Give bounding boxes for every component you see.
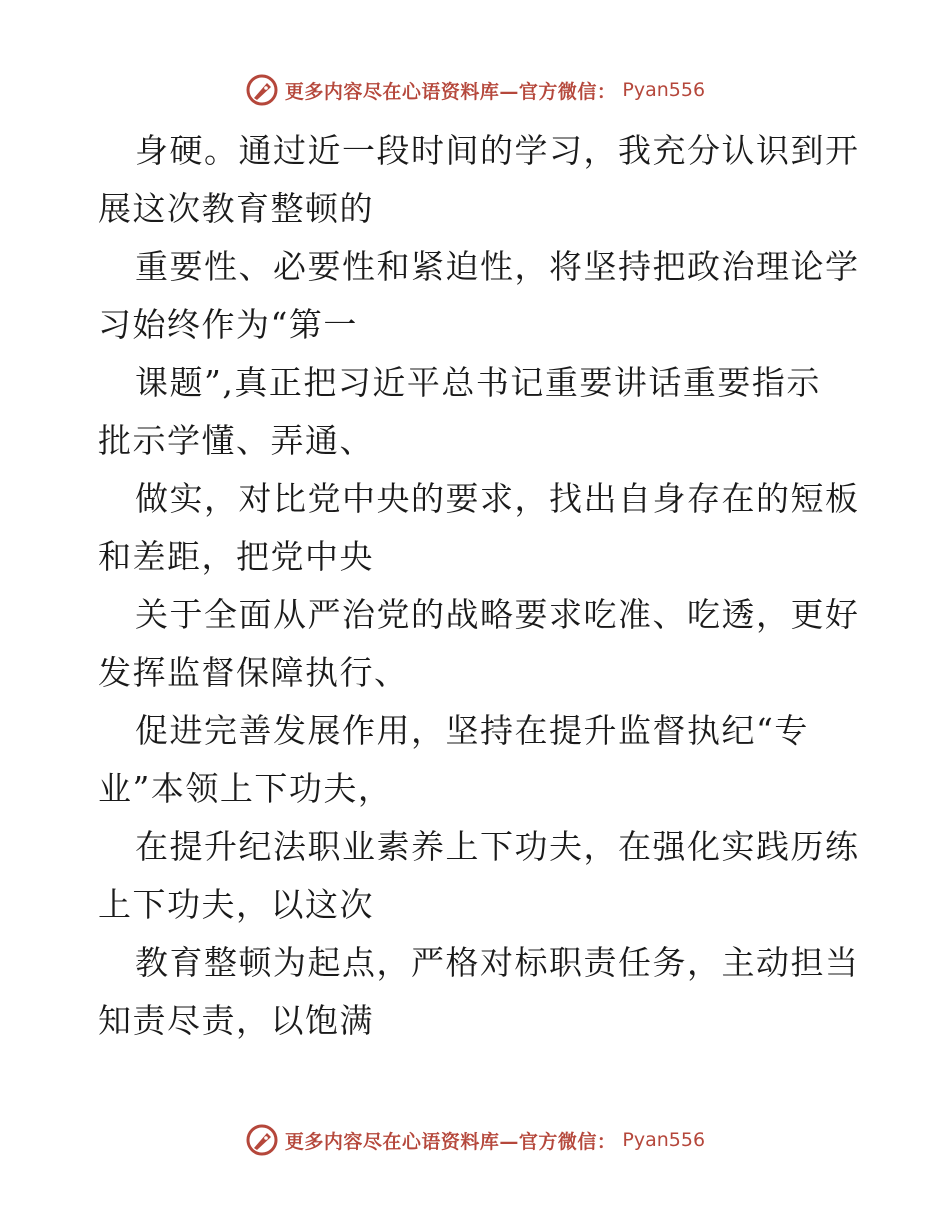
paragraph-line: 重要性、必要性和紧迫性，将坚持把政治理论学 <box>135 247 860 286</box>
paragraph <box>98 702 858 818</box>
paragraph <box>98 122 858 238</box>
paragraph <box>98 818 858 934</box>
pen-nib-logo-icon <box>245 1123 279 1157</box>
paragraph-line: 发挥监督保障执行、 <box>98 653 409 692</box>
document-body <box>98 122 858 1050</box>
paragraph <box>98 586 858 702</box>
paragraph <box>98 354 858 470</box>
paragraph-line: 和差距，把党中央 <box>98 537 374 576</box>
footer-banner-text: 更多内容尽在心语资料库—官方微信： <box>284 1130 617 1153</box>
paragraph-line: 课题”,真正把习近平总书记重要讲话重要指示 <box>135 363 821 402</box>
paragraph <box>98 934 858 1050</box>
paragraph-line: 教育整顿为起点，严格对标职责任务，主动担当 <box>135 943 860 982</box>
paragraph <box>98 238 858 354</box>
paragraph-line: 习始终作为“第一 <box>98 305 358 344</box>
paragraph-line: 展这次教育整顿的 <box>98 189 374 228</box>
header-banner-text: 更多内容尽在心语资料库—官方微信： <box>284 80 617 103</box>
footer-banner <box>0 1120 950 1160</box>
header-wechat-id: Pyan556 <box>622 79 706 101</box>
paragraph-line: 促进完善发展作用，坚持在提升监督执纪“专 <box>135 711 809 750</box>
footer-wechat-id: Pyan556 <box>622 1129 706 1151</box>
paragraph-line: 业”本领上下功夫， <box>98 769 393 808</box>
paragraph-line: 身硬。通过近一段时间的学习，我充分认识到开 <box>135 131 860 170</box>
paragraph-line: 做实，对比党中央的要求，找出自身存在的短板 <box>135 479 860 518</box>
paragraph <box>98 470 858 586</box>
paragraph-line: 批示学懂、弄通、 <box>98 421 374 460</box>
paragraph-line: 在提升纪法职业素养上下功夫，在强化实践历练 <box>135 827 860 866</box>
paragraph-line: 知责尽责，以饱满 <box>98 1001 374 1040</box>
paragraph-line: 关于全面从严治党的战略要求吃准、吃透，更好 <box>135 595 860 634</box>
header-banner <box>0 70 950 110</box>
paragraph-line: 上下功夫，以这次 <box>98 885 374 924</box>
pen-nib-logo-icon <box>245 73 279 107</box>
